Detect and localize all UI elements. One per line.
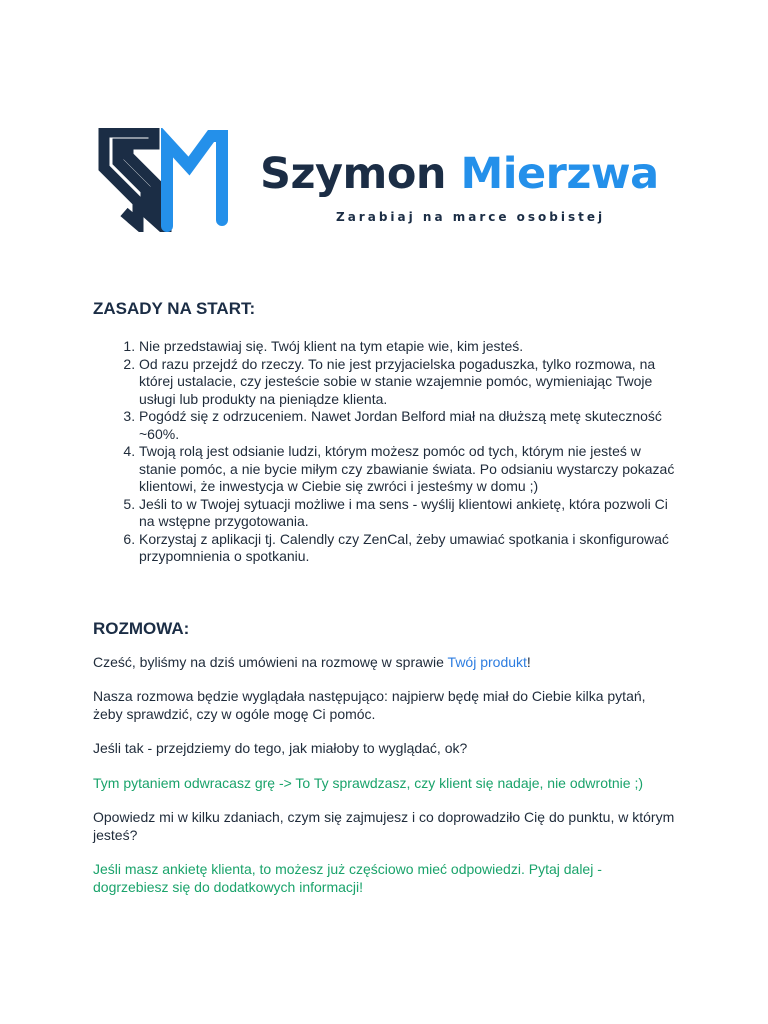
hint-paragraph: Jeśli masz ankietę klienta, to możesz już częściowo mieć odpowiedzi. Pytaj dalej - dogrzebiesz się do dodatkowych informacji! bbox=[93, 861, 602, 895]
list-item: 1. Nie przedstawiaj się. Twój klient na tym etapie wie, kim jesteś. bbox=[139, 338, 678, 356]
sm-logo-icon bbox=[98, 128, 230, 232]
list-item: 4. Twoją rolą jest odsianie ludzi, którym możesz pomóc od tych, którym nie jesteś w stanie pomóc, a nie bycie miłym czy zbawianie świata. Po odsianiu wystarczy pokazać klientowi, że inwestycja w Ciebie się zwróci i jesteśmy w domu ;) bbox=[139, 443, 678, 496]
product-link[interactable]: Twój produkt bbox=[447, 653, 527, 670]
hint-paragraph: Tym pytaniem odwracasz grę -> To Ty sprawdzasz, czy klient się nadaje, nie odwrotnie ;) bbox=[93, 774, 644, 791]
brand-name bbox=[260, 146, 659, 202]
document-body bbox=[93, 298, 678, 896]
list-item: 5. Jeśli to w Twojej sytuacji możliwe i ma sens - wyślij klientowi ankietę, która pozwoli Ci na wstępne przygotowania. bbox=[139, 496, 678, 531]
next-paragraph: Jeśli tak - przejdziemy do tego, jak miałoby to wyglądać, ok? bbox=[93, 740, 468, 756]
conversation-script bbox=[93, 654, 678, 897]
greeting-text: Cześć, byliśmy na dziś umówieni na rozmowę w sprawie bbox=[93, 653, 448, 670]
conversation-heading: ROZMOWA: bbox=[93, 618, 190, 638]
list-item: 3. Pogódź się z odrzuceniem. Nawet Jordan Belford miał na dłuższą metę skuteczność ~60%. bbox=[139, 408, 678, 443]
brand-header bbox=[98, 128, 678, 238]
brand-tagline: Zarabiaj na marce osobistej bbox=[336, 210, 606, 224]
list-item: 6. Korzystaj z aplikacji tj. Calendly czy ZenCal, żeby umawiać spotkania i skonfigurować przypomnienia o spotkaniu. bbox=[139, 531, 678, 566]
question-paragraph: Opowiedz mi w kilku zdaniach, czym się zajmujesz i co doprowadziło Cię do punktu, w którym jesteś? bbox=[93, 809, 675, 843]
list-item: 2. Od razu przejdź do rzeczy. To nie jest przyjacielska pogaduszka, tylko rozmowa, na której ustalacie, czy jesteście sobie w stanie wzajemnie pomóc, wymieniając Twoje usługi lub produkty na pieniądze klienta. bbox=[139, 356, 678, 409]
rules-heading: ZASADY NA START: bbox=[93, 299, 256, 318]
plan-paragraph: Nasza rozmowa będzie wyglądała następująco: najpierw będę miał do Ciebie kilka pytań, żeby sprawdzić, czy w ogóle mogę Ci pomóc. bbox=[93, 688, 646, 722]
conversation-section bbox=[93, 618, 678, 897]
brand-last-name: Mierzwa bbox=[460, 149, 659, 199]
greeting-paragraph bbox=[93, 654, 678, 672]
greeting-end: ! bbox=[526, 653, 531, 670]
brand-first-name: Szymon bbox=[260, 149, 446, 199]
rules-list bbox=[93, 338, 678, 566]
